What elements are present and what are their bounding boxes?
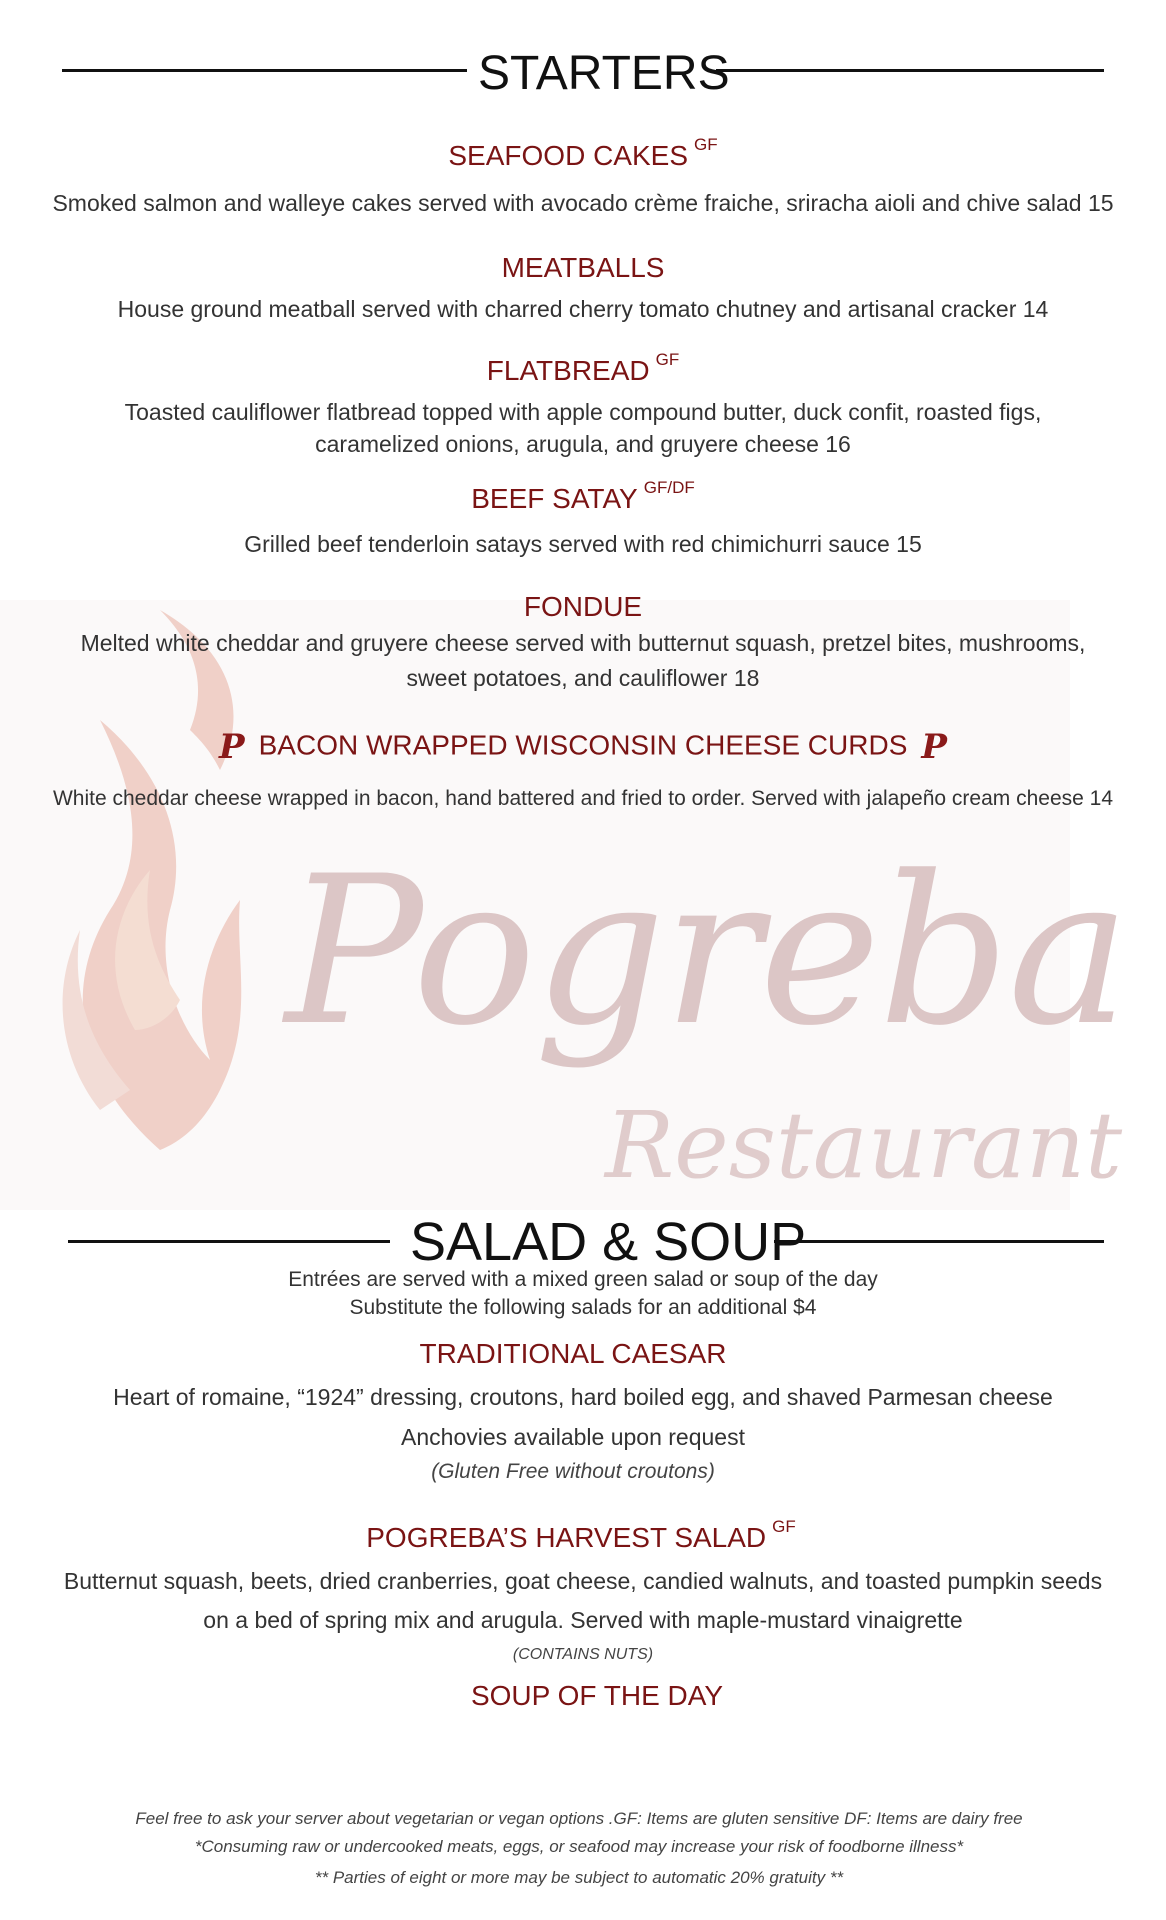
item-name-soup-of-the-day: SOUP OF THE DAY: [470, 1680, 724, 1711]
footer-gratuity-note: ** Parties of eight or more may be subject to automatic 20% gratuity **: [314, 1868, 844, 1887]
item-name-fondue: FONDUE: [523, 591, 643, 622]
item-desc-cheese-curds: White cheddar cheese wrapped in bacon, hand battered and fried to order. Served with jalapeño cream cheese 14: [52, 787, 1113, 810]
item-desc-flatbread-line2: caramelized onions, arugula, and gruyere cheese 16: [315, 431, 851, 457]
item-tag-gf: GF: [772, 1517, 796, 1536]
item-desc-beef-satay: Grilled beef tenderloin satays served with red chimichurri sauce 15: [244, 531, 922, 557]
pogreba-p-icon: P: [921, 727, 947, 767]
item-desc-meatballs: House ground meatball served with charred cherry tomato chutney and artisanal cracker 14: [117, 296, 1049, 322]
item-note-contains-nuts: (CONTAINS NUTS): [512, 1646, 654, 1663]
item-desc-caesar: Heart of romaine, “1924” dressing, croutons, hard boiled egg, and shaved Parmesan cheese: [113, 1384, 1053, 1410]
salad-intro-line1: Entrées are served with a mixed green salad or soup of the day: [288, 1268, 878, 1291]
pogreba-p-icon: P: [219, 727, 245, 767]
item-name-caesar: TRADITIONAL CAESAR: [419, 1338, 727, 1369]
item-name-seafood-cakes: SEAFOOD CAKES $^{GF}$: [448, 135, 718, 171]
item-desc-fondue-line2: sweet potatoes, and cauliflower 18: [406, 665, 760, 691]
item-name-cheese-curds: P BACON WRAPPED WISCONSIN CHEESE CURDS P: [219, 727, 947, 767]
item-note-anchovies: Anchovies available upon request: [401, 1424, 745, 1450]
item-desc-seafood-cakes: Smoked salmon and walleye cakes served with avocado crème fraiche, sriracha aioli and chive salad 15: [52, 190, 1114, 216]
item-desc-harvest-line1: Butternut squash, beets, dried cranberries, goat cheese, candied walnuts, and toasted pumpkin seeds: [63, 1568, 1103, 1594]
footer-dietary-note: Feel free to ask your server about vegetarian or vegan options .GF: Items are gluten sensitive DF: Items are dairy free: [135, 1809, 1023, 1828]
starters-rule-left: [62, 69, 467, 72]
item-desc-flatbread-line1: Toasted cauliflower flatbread topped with apple compound butter, duck confit, roasted figs,: [124, 399, 1042, 425]
salad-rule-left: [68, 1240, 390, 1243]
section-title-salad-soup: SALAD & SOUP: [410, 1212, 807, 1272]
item-desc-fondue-line1: Melted white cheddar and gruyere cheese served with butternut squash, pretzel bites, mushrooms,: [80, 630, 1086, 656]
watermark-title: Pogreba: [285, 833, 1129, 1071]
watermark-subtitle: Restaurant: [605, 1092, 1123, 1199]
item-note-gluten-free: (Gluten Free without croutons): [431, 1460, 715, 1483]
item-name-harvest-salad: POGREBA’S HARVEST SALAD $^{GF}$: [366, 1517, 796, 1553]
section-title-starters: STARTERS: [478, 47, 730, 100]
starters-rule-right: [716, 69, 1104, 72]
item-name-meatballs: MEATBALLS: [501, 252, 665, 283]
item-tag-gf: GF: [655, 350, 680, 369]
footer-raw-food-warning: *Consuming raw or undercooked meats, eggs, or seafood may increase your risk of foodborne illness*: [194, 1837, 964, 1856]
salad-intro-line2: Substitute the following salads for an additional $4: [349, 1296, 817, 1319]
item-tag-gf-df: GF/DF: [643, 478, 695, 497]
item-tag-gf: GF: [694, 135, 718, 154]
item-name-flatbread: FLATBREAD $^{GF}$: [486, 350, 680, 386]
item-desc-harvest-line2: on a bed of spring mix and arugula. Served with maple-mustard vinaigrette: [203, 1607, 963, 1633]
item-name-beef-satay: BEEF SATAY $^{GF/DF}$: [471, 478, 695, 514]
salad-rule-right: [774, 1240, 1104, 1243]
